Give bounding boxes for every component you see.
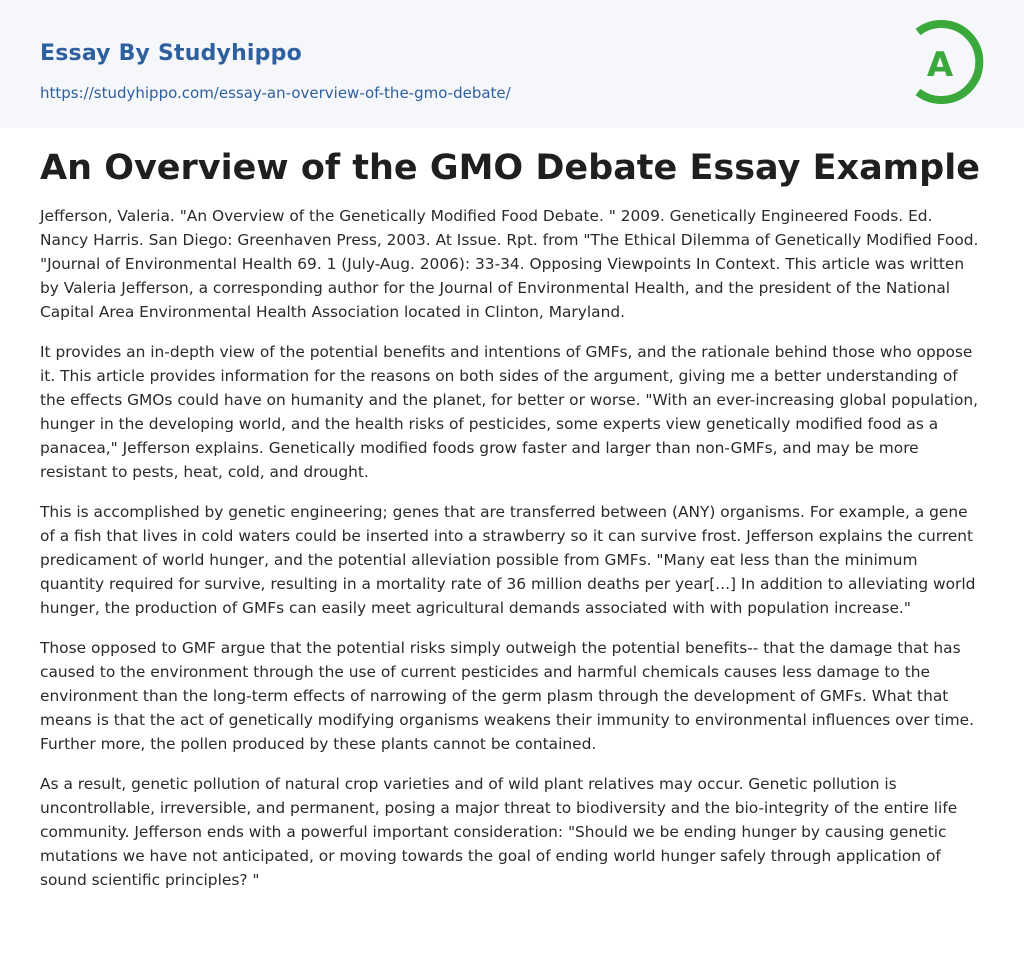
- paragraph-citation: Jefferson, Valeria. "An Overview of the Genetically Modified Food Debate. " 2009. Genetically Engineered Foods. Ed. Nancy Harris. San Diego: Greenhaven Press, 2003. At Issue. Rpt. from "The Ethical Dilemma of Genetically Modified Food. "Journal of Environmental Health 69. 1 (July-Aug. 2006): 33-34. Opposing Viewpoints In Context. This article was written by Valeria Jefferson, a corresponding author for the Journal of Environmental Health, and the president of the National Capital Area Environmental Health Association located in Clinton, Maryland.: [40, 207, 979, 321]
- essay-url-link[interactable]: https://studyhippo.com/essay-an-overview-of-the-gmo-debate/: [40, 84, 511, 102]
- paragraph-genetic-engineering: This is accomplished by genetic engineering; genes that are transferred between (ANY) organisms. For example, a gene of a fish that lives in cold waters could be inserted into a strawberry so it can survive frost. Jefferson explains the current predicament of world hunger, and the potential alleviation possible from GMFs. "Many eat less than the minimum quantity required for survive, resulting in a mortality rate of 36 million deaths per year[...] In addition to alleviating world hunger, the production of GMFs can easily meet agricultural demands associated with with population increase.": [40, 503, 976, 617]
- paragraph-genetic-pollution: As a result, genetic pollution of natural crop varieties and of wild plant relatives may occur. Genetic pollution is uncontrollable, irreversible, and permanent, posing a major threat to biodiversity and the bio-integrity of the entire life community. Jefferson ends with a powerful important consideration: "Should we be ending hunger by causing genetic mutations we have not anticipated, or moving towards the goal of ending world hunger safely through application of sound scientific principles? ": [40, 775, 958, 889]
- logo-letter: A: [926, 45, 954, 85]
- page-title: An Overview of the GMO Debate Essay Example: [40, 148, 980, 188]
- article: [40, 142, 984, 908]
- studyhippo-logo-icon[interactable]: [910, 18, 988, 106]
- brand-title[interactable]: Essay By Studyhippo: [40, 41, 302, 66]
- site-header: [0, 0, 1024, 128]
- paragraph-benefits: It provides an in-depth view of the potential benefits and intentions of GMFs, and the rationale behind those who oppose it. This article provides information for the reasons on both sides of the argument, giving me a better understanding of the effects GMOs could have on humanity and the planet, for better or worse. "With an ever-increasing global population, hunger in the developing world, and the health risks of pesticides, some experts view genetically modified food as a panacea," Jefferson explains. Genetically modified foods grow faster and larger than non-GMFs, and may be more resistant to pests, heat, cold, and drought.: [40, 343, 979, 481]
- paragraph-opposition: Those opposed to GMF argue that the potential risks simply outweigh the potential benefits-- that the damage that has caused to the environment through the use of current pesticides and harmful chemicals causes less damage to the environment than the long-term effects of narrowing of the germ plasm through the development of GMFs. What that means is that the act of genetically modifying organisms weakens their immunity to environmental influences over time. Further more, the pollen produced by these plants cannot be contained.: [40, 639, 975, 753]
